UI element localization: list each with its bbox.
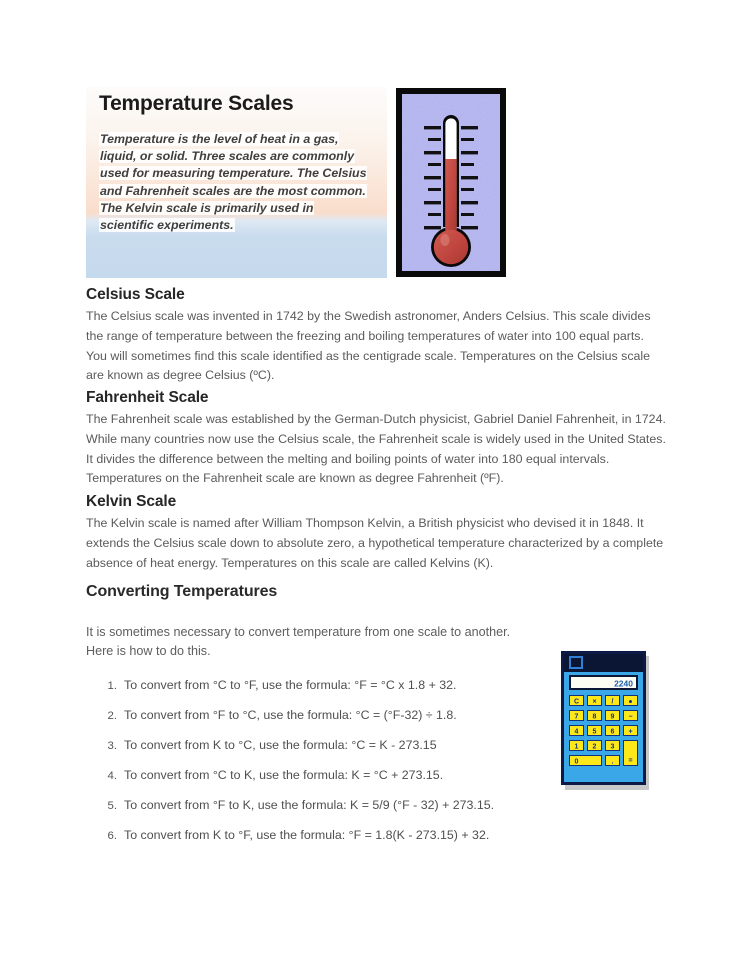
thermometer-image: [395, 87, 507, 278]
page-title: Temperature Scales: [99, 92, 294, 115]
banner-line: used for measuring temperature. The Celsius: [100, 166, 367, 181]
banner-line: liquid, or solid. Three scales are commonly: [100, 149, 355, 164]
svg-text:/: /: [611, 698, 614, 706]
section-celsius-scale: [86, 286, 661, 386]
banner-intro-text: [99, 131, 381, 234]
calculator-image: [558, 648, 654, 794]
banner-line: and Fahrenheit scales are the most common.: [100, 183, 366, 198]
svg-text:×: ×: [592, 698, 597, 706]
svg-text:6: 6: [610, 728, 615, 736]
svg-text:●: ●: [628, 698, 633, 706]
body-kelvin-scale: The Kelvin scale is named after William Thompson Kelvin, a British physicist who devised it in 1848. It extends the Celsius scale down to absolute zero, a hypothetical temperature characterized by a complete absence of heat energy. Temperatures on this scale are called Kelvins (K).: [86, 516, 664, 570]
calculator-display: 2240: [614, 678, 633, 689]
list-item: To convert from K to °C, use the formula: °C = K - 273.15: [124, 738, 437, 752]
banner-line: The Kelvin scale is primarily used in: [100, 200, 314, 215]
list-item: To convert from K to °F, use the formula: °F = 1.8(K - 273.15) + 32.: [124, 828, 490, 842]
svg-text:9: 9: [610, 713, 615, 721]
body-fahrenheit-scale: The Fahrenheit scale was established by the German-Dutch physicist, Gabriel Daniel Fahrenheit, in 1724. While many countries now use the Celsius scale, the Fahrenheit scale is widely used in the United States. It divides the difference between the melting and boiling points of water into 180 equal intervals. Temperatures on the Fahrenheit scale are known as degree Fahrenheit (ºF).: [86, 412, 666, 486]
svg-text:8: 8: [592, 713, 597, 721]
heading-converting-temperatures: Converting Temperatures: [86, 583, 278, 600]
section-kelvin-scale: [86, 493, 666, 573]
svg-text:.: .: [611, 758, 614, 766]
svg-text:5: 5: [592, 728, 597, 736]
section-fahrenheit-scale: [86, 389, 666, 489]
thermometer-icon: [395, 87, 507, 278]
svg-text:4: 4: [574, 728, 579, 736]
section-converting-temperatures: [86, 583, 556, 857]
svg-text:0: 0: [574, 758, 579, 766]
banner-line: scientific experiments.: [100, 218, 234, 233]
heading-celsius-scale: Celsius Scale: [86, 286, 185, 303]
body-celsius-scale: The Celsius scale was invented in 1742 by the Swedish astronomer, Anders Celsius. This scale divides the range of temperature between the freezing and boiling temperatures of water into 100 equal parts. You will sometimes find this scale identified as the centigrade scale. Temperatures on the Celsius scale are known as degree Celsius (ºC).: [86, 309, 651, 383]
formula-list: [86, 677, 556, 843]
list-item: To convert from °C to °F, use the formula: °F = °C x 1.8 + 32.: [124, 678, 457, 692]
svg-text:−: −: [628, 713, 633, 721]
heading-kelvin-scale: Kelvin Scale: [86, 493, 177, 510]
svg-text:+: +: [628, 728, 633, 736]
heading-fahrenheit-scale: Fahrenheit Scale: [86, 389, 209, 406]
list-item: To convert from °F to °C, use the formula: °C = (°F-32) ÷ 1.8.: [124, 708, 457, 722]
banner-line: Temperature is the level of heat in a gas,: [100, 132, 339, 146]
svg-text:3: 3: [610, 743, 615, 751]
svg-text:7: 7: [574, 713, 579, 721]
converting-intro-text: It is sometimes necessary to convert temperature from one scale to another. Here is how to do this.: [86, 625, 511, 658]
svg-text:2: 2: [592, 743, 597, 751]
list-item: To convert from °F to K, use the formula: K = 5/9 (°F - 32) + 273.15.: [124, 798, 495, 812]
calculator-icon: [558, 648, 654, 794]
svg-text:1: 1: [574, 743, 579, 751]
svg-text:C: C: [573, 698, 580, 706]
svg-text:=: =: [628, 757, 633, 765]
list-item: To convert from °C to K, use the formula: K = °C + 273.15.: [124, 768, 444, 782]
